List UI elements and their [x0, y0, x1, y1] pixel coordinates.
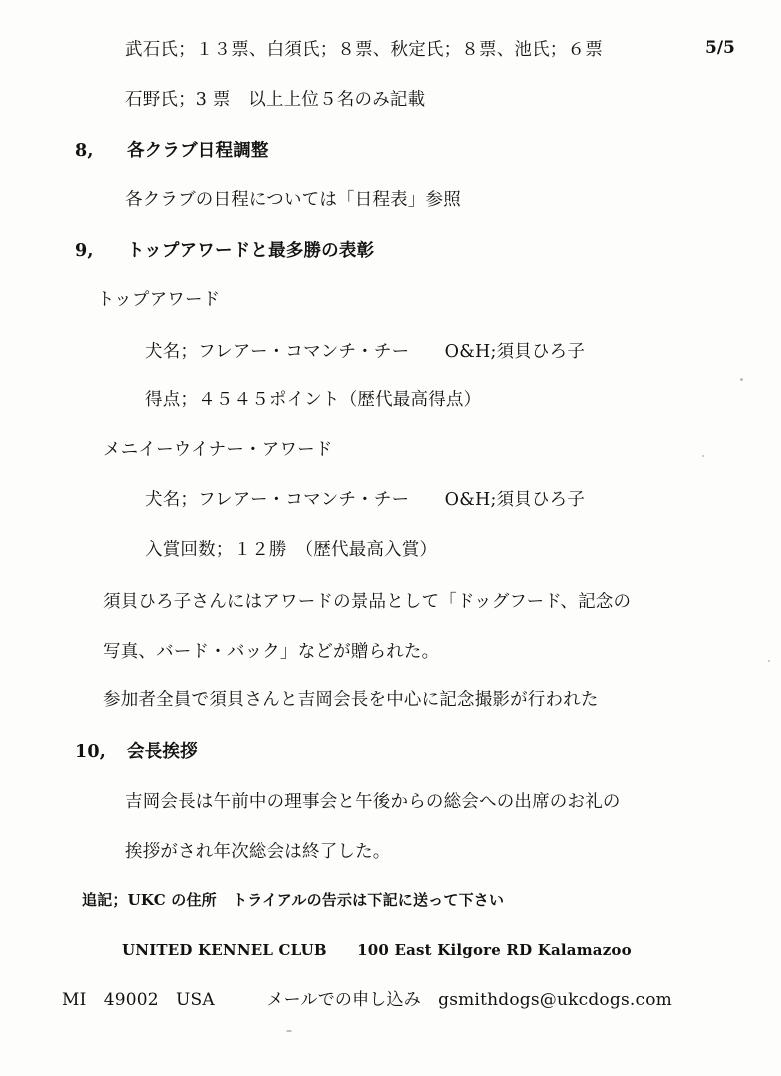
votes-line-1: 武石氏；１３票、白須氏；８票、秋定氏；８票、池氏；６票 — [125, 40, 603, 60]
section-10-body-1: 吉岡会長は午前中の理事会と午後からの総会への出席のお礼の — [125, 792, 621, 812]
prize-line-2: 写真、バード・バック」などが贈られた。 — [103, 642, 440, 662]
top-award-dog: 犬名；フレアー・コマンチ・チー O&H;須貝ひろ子 — [145, 342, 586, 362]
top-award-label: トップアワード — [97, 290, 221, 310]
address-line-1: UNITED KENNEL CLUB 100 East Kilgore RD Kalamazoo — [122, 941, 632, 959]
photo-line: 参加者全員で須貝さんと吉岡会長を中心に記念撮影が行われた — [103, 690, 599, 710]
section-10-body-2: 挨拶がされ年次総会は終了した。 — [125, 842, 391, 862]
section-10-heading — [75, 740, 198, 764]
votes-line-2: 石野氏；3 票 以上上位５名のみ記載 — [125, 90, 426, 110]
page-number: 5/5 — [705, 38, 735, 58]
scan-speck — [740, 378, 743, 381]
many-winner-dog: 犬名；フレアー・コマンチ・チー O&H;須貝ひろ子 — [145, 490, 586, 510]
section-8-title: 各クラブ日程調整 — [127, 141, 269, 161]
section-10-number: 10, — [75, 742, 107, 762]
section-9-title: トップアワードと最多勝の表彰 — [127, 241, 375, 261]
section-9-heading — [75, 239, 374, 263]
section-8-body: 各クラブの日程については「日程表」参照 — [125, 190, 461, 210]
scan-speck — [702, 455, 704, 457]
postscript-note: 追記；UKC の住所 トライアルの告示は下記に送って下さい — [82, 891, 505, 909]
section-10-title: 会長挨拶 — [127, 742, 198, 762]
section-8-number: 8, — [75, 141, 94, 161]
prize-line-1: 須貝ひろ子さんにはアワードの景品として「ドッグフード、記念の — [103, 592, 632, 612]
many-winner-award-label: メニイーウイナー・アワード — [103, 440, 333, 460]
section-9-number: 9, — [75, 241, 94, 261]
address-line-2: MI 49002 USA メールでの申し込み gsmithdogs@ukcdogs.com — [62, 990, 672, 1010]
many-winner-wins: 入賞回数；１２勝 （歴代最高入賞） — [145, 540, 438, 560]
top-award-score: 得点；４５４５ポイント（歴代最高得点） — [145, 390, 482, 410]
scan-speck — [768, 660, 770, 662]
scan-speck — [286, 1030, 292, 1032]
section-8-heading — [75, 139, 269, 163]
